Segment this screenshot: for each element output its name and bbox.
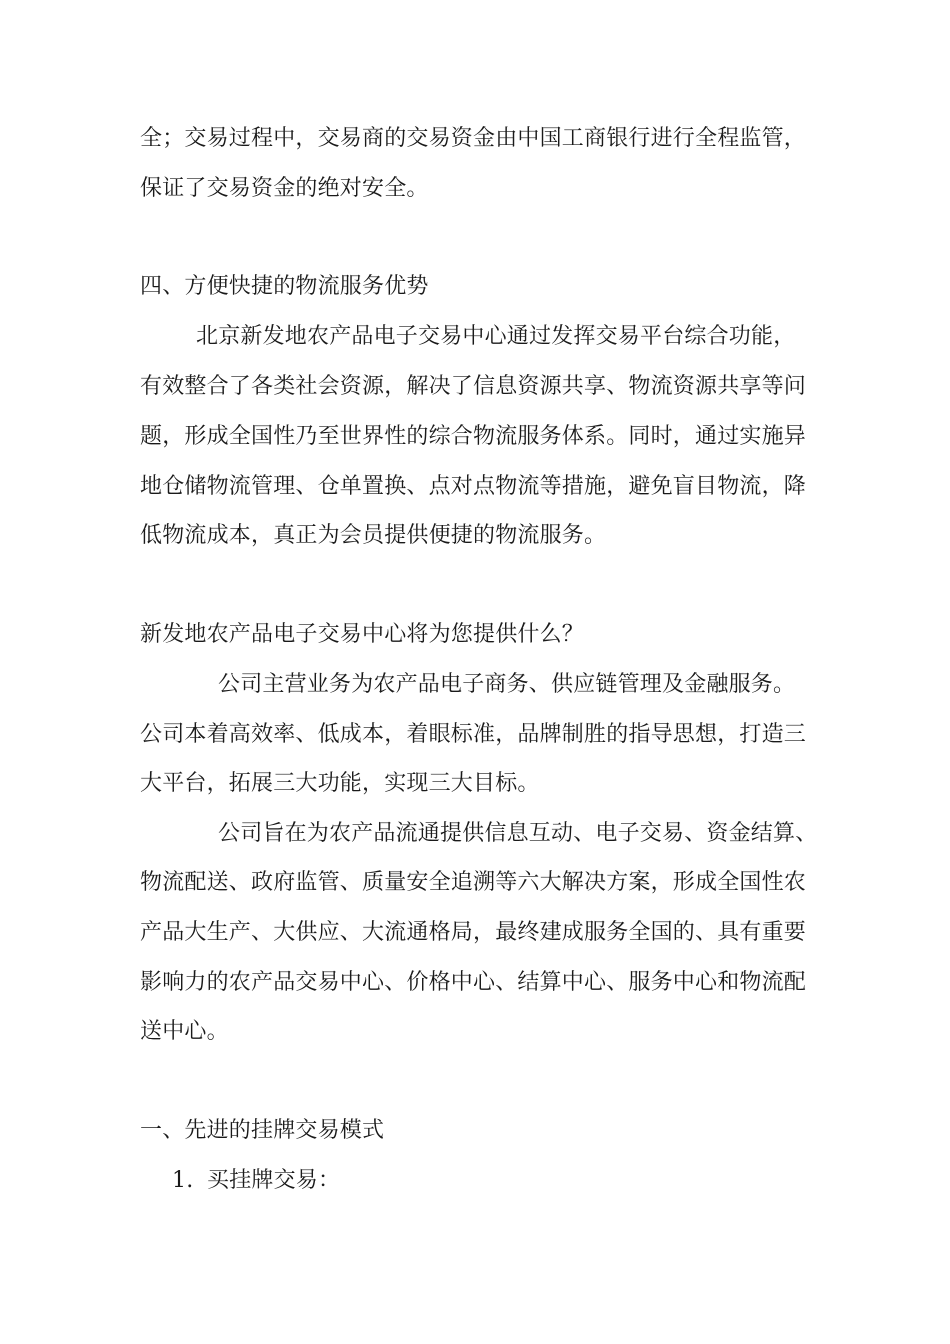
paragraph-line: 送中心。 xyxy=(140,1019,229,1044)
section-heading: 四、方便快捷的物流服务优势 xyxy=(140,274,429,299)
paragraph-line: 公司旨在为农产品流通提供信息互动、电子交易、资金结算、 xyxy=(218,821,818,846)
paragraph-line: 公司本着高效率、低成本，着眼标准，品牌制胜的指导思想，打造三 xyxy=(140,722,807,747)
paragraph-line: 题，形成全国性乃至世界性的综合物流服务体系。同时，通过实施异 xyxy=(140,424,807,449)
paragraph-line: 地仓储物流管理、仓单置换、点对点物流等措施，避免盲目物流，降 xyxy=(140,474,807,499)
section-heading: 一、先进的挂牌交易模式 xyxy=(140,1118,385,1143)
paragraph-line: 物流配送、政府监管、质量安全追溯等六大解决方案，形成全国性农 xyxy=(140,870,807,895)
paragraph-line: 公司主营业务为农产品电子商务、供应链管理及金融服务。 xyxy=(218,672,796,697)
question-heading: 新发地农产品电子交易中心将为您提供什么？ xyxy=(140,622,585,647)
paragraph-line: 低物流成本，真正为会员提供便捷的物流服务。 xyxy=(140,523,607,548)
list-item-number: 1. xyxy=(172,1168,194,1193)
paragraph-line: 北京新发地农产品电子交易中心通过发挥交易平台综合功能， xyxy=(196,324,796,349)
paragraph-line: 影响力的农产品交易中心、价格中心、结算中心、服务中心和物流配 xyxy=(140,970,807,995)
paragraph-line: 有效整合了各类社会资源，解决了信息资源共享、物流资源共享等问 xyxy=(140,374,807,399)
paragraph-line: 保证了交易资金的绝对安全。 xyxy=(140,176,429,201)
paragraph-line: 大平台，拓展三大功能，实现三大目标。 xyxy=(140,771,540,796)
paragraph-line: 产品大生产、大供应、大流通格局，最终建成服务全国的、具有重要 xyxy=(140,920,807,945)
paragraph-line: 全；交易过程中，交易商的交易资金由中国工商银行进行全程监管， xyxy=(140,126,807,151)
list-item-text: 买挂牌交易： xyxy=(207,1168,341,1193)
